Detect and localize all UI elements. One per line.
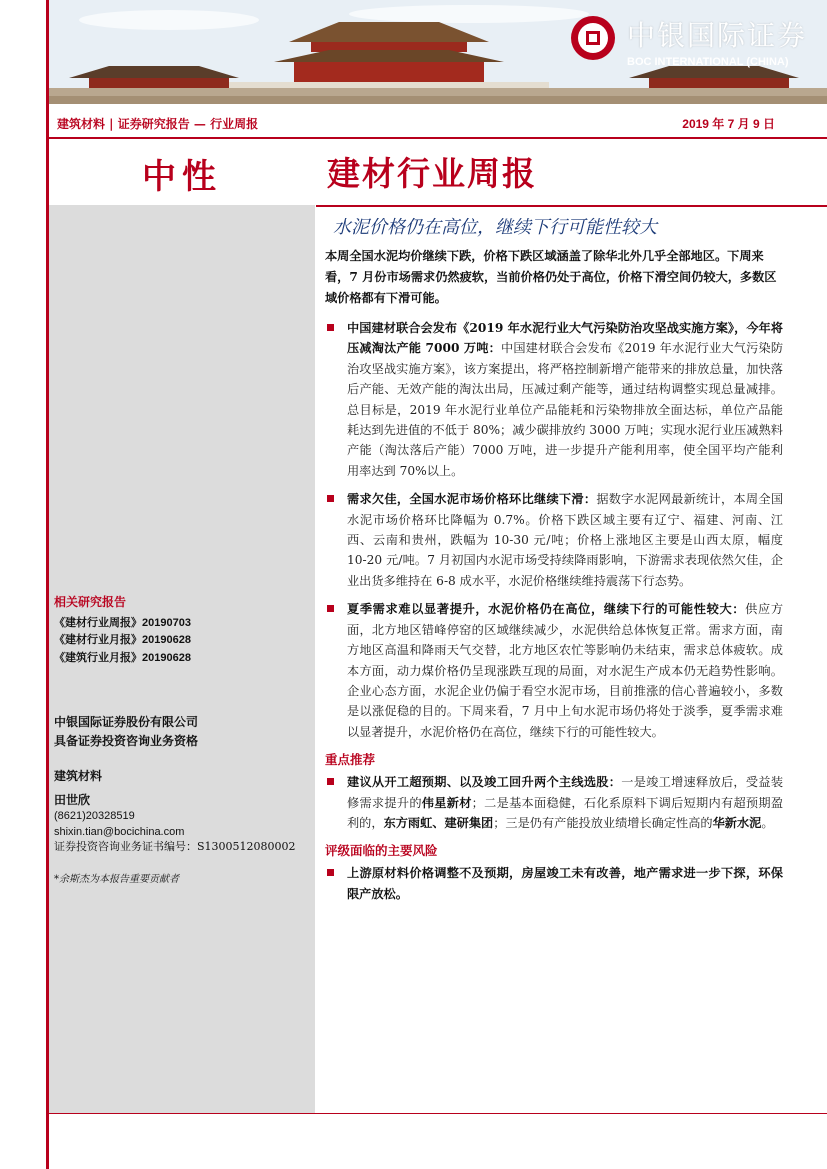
- risk-heading: 评级面临的主要风险: [325, 843, 438, 859]
- related-report-name: 《建材行业周报》: [54, 616, 142, 629]
- sector-label: 建筑材料: [54, 769, 103, 783]
- risk-item: [325, 863, 783, 904]
- stock-name: 华新水泥: [712, 815, 762, 830]
- recommend-text: 一是竣工增速释放后，受益装修需求提升的: [347, 775, 784, 810]
- bullet-square-icon: [327, 605, 334, 612]
- related-report[interactable]: [54, 614, 191, 630]
- bullet-item: [325, 599, 783, 742]
- bullet-text: 中国建材联合会发布《2019 年水泥行业大气污染防治攻坚战实施方案》，该方案提出，将严格控制新增产能带来的排放总量，加快落后产能、无效产能的淘汰出局，压减过剩产能等，通过结构调整实现总量减排。总目标是，2019 年水泥行业单位产品能耗和污染物排放全面达标，单位产品能耗达到先进值的不低于 80%；减少碳排放约 3000 万吨；实现水泥行业压减熟料产能（淘汰落后产能）7000 万吨，进一步提升产能利用率，使全国平均产能利用率达到 70%以上。: [347, 341, 784, 478]
- brand-name-en: BOC INTERNATIONAL (CHINA): [627, 56, 789, 68]
- stock-name: 伟星新材: [421, 795, 472, 810]
- recommend-text: ；二是基本面稳健，石化系原料下调后短期内有超预期盈利的，: [347, 795, 784, 830]
- bullet-lead: 需求欠佳，全国水泥市场价格环比继续下滑：: [347, 492, 597, 507]
- bullet-text: 供应方面，北方地区错峰停窑的区域继续减少，水泥供给总体恢复正常。需求方面，南方地区高温和降雨天气交替，北方地区农忙等影响仍未结束，需求总体疲软。成本方面，动力煤价格仍呈现涨跌互现的局面，对水泥生产成本仍无趋势性影响。企业心态方面，水泥企业仍偏于看空水泥市场，目前推涨的信心普遍较小，多数是以涨促稳的目的。下周来看，7 月中上旬水泥市场仍将处于淡季，夏季需求难以显著提升，水泥价格仍在高位，继续下行的可能性较大。: [347, 602, 784, 739]
- bullet-square-icon: [327, 495, 334, 502]
- rating-label: 中性: [142, 157, 222, 197]
- analyst-email[interactable]: shixin.tian@bocichina.com: [54, 826, 185, 838]
- analyst-phone: (8621)20328519: [54, 810, 135, 822]
- bullet-text: 据数字水泥网最新统计，本周全国水泥市场价格环比降幅为 0.7%。价格下跌区域主要有辽宁、福建、河南、江西、云南和贵州，跌幅为 10-30 元/吨；价格上涨地区主要是山西太原，幅度 10-20 元/吨。7 月初国内水泥市场受持续降雨影响，下游需求表现依然欠佳，企业出货多维持在 6-8 成水平，水泥价格继续维持震荡下行态势。: [347, 492, 784, 588]
- bullet-item: [325, 489, 783, 591]
- bullet-list: [325, 318, 783, 912]
- report-subtitle: 水泥价格仍在高位，继续下行可能性较大: [333, 217, 657, 238]
- related-report-name: 《建筑行业月报》: [54, 651, 142, 664]
- title-rule: [316, 205, 827, 207]
- bullet-square-icon: [327, 778, 334, 785]
- header-banner: [49, 0, 827, 104]
- related-report-date: 20190628: [142, 652, 191, 664]
- recommend-item: [325, 772, 783, 833]
- analyst-contact: [54, 808, 184, 840]
- related-report[interactable]: [54, 631, 191, 647]
- related-research-title: 相关研究报告: [54, 595, 127, 609]
- brand-logo: [571, 14, 827, 74]
- company-qualification: 具备证券投资咨询业务资格: [54, 734, 199, 748]
- bullet-item: [325, 318, 783, 481]
- recommend-heading: 重点推荐: [325, 752, 376, 768]
- related-report-date: 20190703: [142, 617, 191, 629]
- summary-paragraph: 本周全国水泥均价继续下跌，价格下跌区域涵盖了除华北外几乎全部地区。下周来看，7 月份市场需求仍然疲软，当前价格仍处于高位，价格下滑空间仍较大，多数区域价格都有下滑可能。: [325, 249, 777, 305]
- company-name: 中银国际证券股份有限公司: [54, 715, 199, 729]
- bullet-square-icon: [327, 324, 334, 331]
- bullet-lead: 中国建材联合会发布《2019 年水泥行业大气污染防治攻坚战实施方案》，今年将压减淘汰产能 7000 万吨：: [347, 321, 783, 356]
- bullet-square-icon: [327, 869, 334, 876]
- rating-box: [49, 140, 315, 205]
- breadcrumb: 建筑材料 | 证券研究报告 — 行业周报: [57, 117, 259, 131]
- boc-logo-icon: [571, 16, 615, 60]
- contributor-note: *余斯杰为本报告重要贡献者: [54, 874, 179, 885]
- risk-text: 上游原材料价格调整不及预期，房屋竣工未有改善，地产需求进一步下探，环保限产放松。: [347, 866, 783, 901]
- related-report-date: 20190628: [142, 634, 191, 646]
- recommend-text: 。: [761, 815, 774, 830]
- recommend-text: ；三是仍有产能投放业绩增长确定性高的: [493, 815, 713, 830]
- related-report-name: 《建材行业月报》: [54, 633, 142, 646]
- report-date: 2019 年 7 月 9 日: [682, 117, 775, 131]
- company-info: [54, 713, 198, 751]
- bullet-lead: 夏季需求难以显著提升，水泥价格仍在高位，继续下行的可能性较大：: [347, 602, 746, 617]
- recommend-lead: 建议从开工超预期、以及竣工回升两个主线选股：: [347, 775, 622, 790]
- analyst-name: 田世欣: [54, 793, 91, 807]
- brand-name-cn: 中银国际证券: [627, 19, 808, 52]
- related-report[interactable]: [54, 649, 191, 665]
- report-topbar: [49, 110, 827, 139]
- sidebar-bottom-rule: [49, 1113, 827, 1114]
- stock-name: 东方雨虹、建研集团: [383, 815, 494, 830]
- certificate-number: 证券投资咨询业务证书编号：S1300512080002: [54, 840, 296, 853]
- report-title: 建材行业周报: [327, 154, 537, 193]
